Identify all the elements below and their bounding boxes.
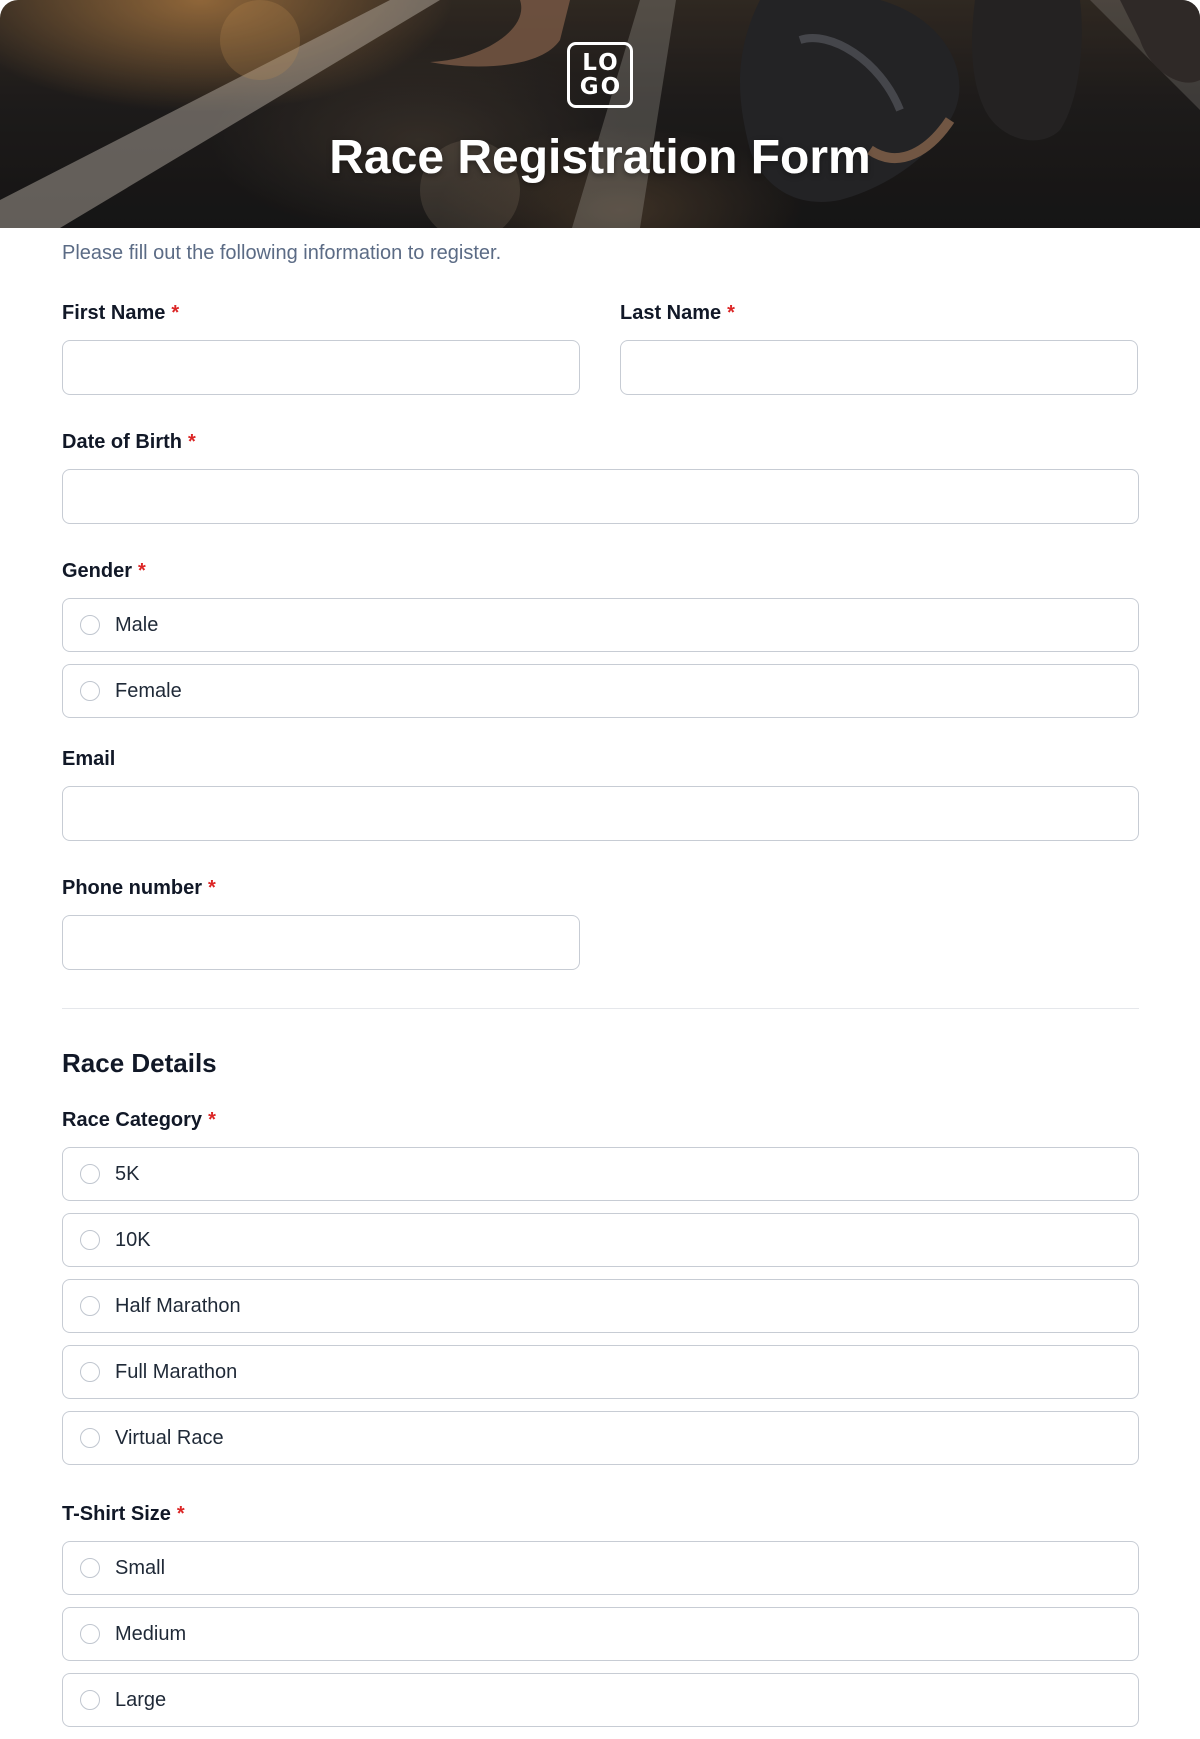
tshirt-option-small[interactable] [62, 1541, 1139, 1595]
race-category-field [62, 1107, 1139, 1465]
radio-button[interactable] [80, 1164, 100, 1184]
required-marker: * [208, 1109, 216, 1131]
required-marker: * [188, 431, 196, 453]
radio-button[interactable] [80, 681, 100, 701]
race-option-10k[interactable] [62, 1213, 1139, 1267]
required-marker: * [138, 560, 146, 582]
phone-input[interactable] [62, 915, 580, 970]
dob-input[interactable] [62, 469, 1139, 524]
option-label: Full Marathon [115, 1360, 238, 1383]
radio-button[interactable] [80, 1362, 100, 1382]
option-label: Medium [115, 1622, 187, 1645]
page-title: Race Registration Form [329, 131, 871, 184]
phone-label: Phone number * [62, 877, 216, 899]
radio-button[interactable] [80, 1624, 100, 1644]
radio-button[interactable] [80, 1230, 100, 1250]
hero-dim-overlay [0, 0, 1200, 228]
first-name-label: First Name * [62, 302, 180, 324]
tshirt-option-large[interactable] [62, 1673, 1139, 1727]
phone-field [62, 875, 1139, 970]
email-field [62, 746, 1139, 841]
email-input[interactable] [62, 786, 1139, 841]
first-name-input[interactable] [62, 340, 580, 395]
dob-field [62, 429, 1139, 524]
first-name-field [62, 300, 580, 395]
race-option-5k[interactable] [62, 1147, 1139, 1201]
race-option-full-marathon[interactable] [62, 1345, 1139, 1399]
radio-button[interactable] [80, 1428, 100, 1448]
race-option-virtual-race[interactable] [62, 1411, 1139, 1465]
dob-label: Date of Birth * [62, 431, 196, 453]
race-option-half-marathon[interactable] [62, 1279, 1139, 1333]
tshirt-size-label: T-Shirt Size * [62, 1503, 185, 1525]
radio-button[interactable] [80, 1558, 100, 1578]
option-label: Large [115, 1688, 167, 1711]
tshirt-option-medium[interactable] [62, 1607, 1139, 1661]
last-name-input[interactable] [620, 340, 1138, 395]
option-label: Female [115, 679, 182, 702]
last-name-field [620, 300, 1138, 395]
gender-option-female[interactable] [62, 664, 1139, 718]
required-marker: * [171, 302, 180, 324]
name-row [62, 266, 1139, 395]
last-name-label: Last Name * [620, 302, 735, 324]
option-label: Virtual Race [115, 1426, 224, 1449]
required-marker: * [727, 302, 735, 324]
option-label: 5K [115, 1162, 140, 1185]
logo-text-line1: LO [582, 50, 620, 76]
email-label: Email [62, 748, 116, 770]
option-label: Small [115, 1556, 166, 1579]
required-marker: * [176, 1503, 185, 1525]
radio-button[interactable] [80, 1690, 100, 1710]
option-label: Half Marathon [115, 1294, 241, 1317]
option-label: 10K [115, 1228, 151, 1251]
option-label: Male [115, 613, 159, 636]
logo-text-line2: GO [579, 74, 623, 100]
required-marker: * [208, 877, 216, 899]
tshirt-size-field [62, 1501, 1139, 1727]
gender-label: Gender * [62, 560, 146, 582]
gender-option-male[interactable] [62, 598, 1139, 652]
header-banner [0, 0, 1200, 228]
race-category-label: Race Category * [62, 1109, 216, 1131]
race-details-heading: Race Details [62, 1048, 217, 1078]
logo [567, 42, 633, 108]
form-intro: Please fill out the following information to register. [62, 242, 502, 264]
radio-button[interactable] [80, 615, 100, 635]
registration-form [62, 228, 1139, 1739]
radio-button[interactable] [80, 1296, 100, 1316]
gender-field [62, 558, 1139, 718]
section-divider [62, 1008, 1139, 1009]
